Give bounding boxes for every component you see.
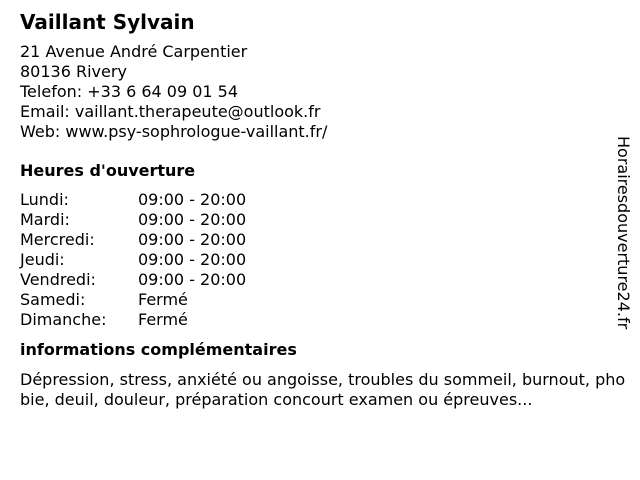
- hours-row-samedi: [20, 290, 632, 310]
- hours-day: Lundi:: [20, 190, 69, 209]
- hours-time: 09:00 - 20:00: [138, 230, 247, 249]
- business-card: [20, 10, 632, 410]
- hours-day: Vendredi:: [20, 270, 96, 289]
- hours-time: Fermé: [138, 310, 188, 329]
- info-title: informations complémentaires: [20, 340, 297, 359]
- hours-time: 09:00 - 20:00: [138, 250, 247, 269]
- email-line: Email: vaillant.therapeute@outlook.fr: [20, 102, 321, 121]
- hours-row-mardi: [20, 210, 632, 230]
- hours-time: Fermé: [138, 290, 188, 309]
- address-street: 21 Avenue André Carpentier: [20, 42, 248, 61]
- address-city: 80136 Rivery: [20, 62, 127, 81]
- hours-day: Mardi:: [20, 210, 70, 229]
- hours-row-mercredi: [20, 230, 632, 250]
- hours-row-jeudi: [20, 250, 632, 270]
- hours-day: Jeudi:: [20, 250, 65, 269]
- phone-line: Telefon: +33 6 64 09 01 54: [20, 82, 239, 101]
- site-watermark: Horairesdouverture24.fr: [614, 136, 633, 330]
- hours-row-dimanche: [20, 310, 632, 330]
- hours-time: 09:00 - 20:00: [138, 190, 247, 209]
- business-name: Vaillant Sylvain: [20, 10, 195, 34]
- hours-title: Heures d'ouverture: [20, 161, 196, 180]
- hours-day: Mercredi:: [20, 230, 95, 249]
- hours-table: [20, 190, 632, 330]
- web-line: Web: www.psy-sophrologue-vaillant.fr/: [20, 122, 328, 141]
- info-text: Dépression, stress, anxiété ou angoisse, troubles du sommeil, burnout, phobie, deuil, douleur, préparation concourt examen ou épreuves...: [20, 370, 626, 409]
- hours-day: Dimanche:: [20, 310, 107, 329]
- hours-day: Samedi:: [20, 290, 86, 309]
- hours-time: 09:00 - 20:00: [138, 270, 247, 289]
- hours-time: 09:00 - 20:00: [138, 210, 247, 229]
- hours-row-lundi: [20, 190, 632, 210]
- hours-row-vendredi: [20, 270, 632, 290]
